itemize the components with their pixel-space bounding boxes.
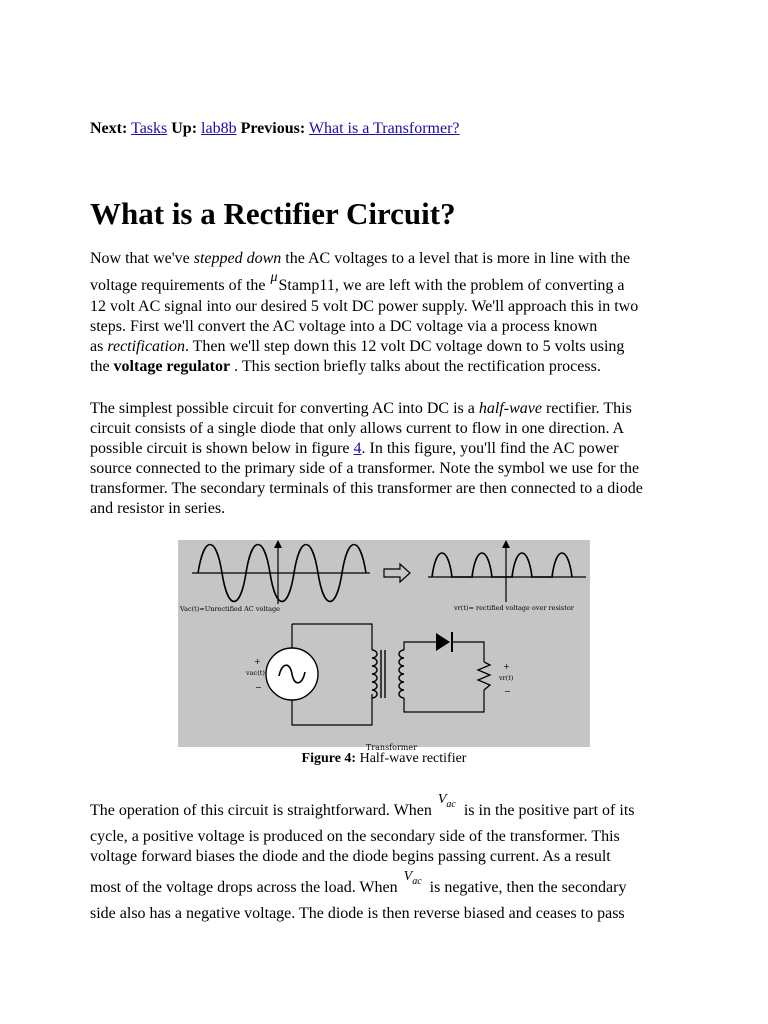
paragraph-half-wave: [90, 399, 690, 519]
text-line: The simplest possible circuit for converting AC into DC is a half-wave rectifier. This: [90, 400, 632, 417]
figure-4-link[interactable]: 4: [353, 440, 362, 457]
vac-symbol: $V_{ac}$: [403, 868, 422, 887]
secondary-circuit: [404, 632, 514, 712]
vac-symbol: $V_{ac}$: [437, 792, 456, 810]
diode-icon: [436, 633, 450, 651]
caption-text: Half-wave rectifier: [356, 751, 467, 766]
text-line: side also has a negative voltage. The diode is then reverse biased and ceases to pass: [90, 904, 625, 922]
rectified-waveform-graph: [428, 540, 586, 612]
mu-symbol: μ: [270, 270, 278, 285]
voltage-regulator-term: voltage regulator: [113, 358, 231, 375]
text-line: Now that we've stepped down the AC voltages to a level that is more in line with the: [90, 250, 631, 267]
previous-label: Previous:: [240, 120, 306, 137]
paragraph-operation: [90, 792, 690, 924]
source-minus: −: [255, 683, 262, 692]
load-label: vr(t): [499, 674, 514, 682]
text-line: source connected to the primary side of a transformer. Note the symbol we use for the: [90, 460, 640, 477]
up-label: Up:: [171, 120, 198, 137]
next-link[interactable]: Tasks: [131, 120, 168, 137]
ac-waveform-graph: [179, 540, 370, 613]
rectified-wave-label: vr(t)= rectified voltage over resistor: [454, 604, 574, 612]
text-line: as rectification. Then we'll step down this 12 volt DC voltage down to 5 volts using: [90, 338, 625, 355]
rectifier-figure: [178, 540, 590, 752]
ac-wave-label: Vac(t)=Unrectified AC voltage: [180, 605, 280, 613]
text-line: circuit consists of a single diode that only allows current to flow in one direction. A: [90, 420, 625, 437]
load-plus: +: [503, 662, 510, 671]
up-link[interactable]: lab8b: [201, 120, 237, 137]
text-line: 12 volt AC signal into our desired 5 volt DC power supply. We'll approach this in two: [90, 298, 639, 315]
primary-circuit: [245, 624, 372, 725]
load-minus: −: [504, 687, 511, 696]
transformer-label: Transformer: [366, 743, 417, 752]
rectifier-diagram: [178, 540, 590, 752]
text-line: possible circuit is shown below in figure 4. In this figure, you'll find the AC power: [90, 440, 619, 457]
text-line: most of the voltage drops across the load. WhenV$_{ac}$ is negative, then the secondary: [90, 868, 627, 896]
text-line: The operation of this circuit is straightforward. WhenV$_{ac}$ is in the positive part of its: [90, 792, 635, 819]
rectified-axis-arrow: [502, 540, 510, 548]
transformer-icon: [366, 650, 417, 752]
source-label: vac(t): [246, 669, 265, 677]
text-line: cycle, a positive voltage is produced on the secondary side of the transformer. This: [90, 827, 620, 845]
text-line: steps. First we'll convert the AC voltage into a DC voltage via a process known: [90, 318, 598, 335]
transform-arrow-icon: [384, 564, 410, 582]
previous-link[interactable]: What is a Transformer?: [308, 120, 460, 137]
caption-label: Figure 4:: [301, 751, 357, 766]
page-title: What is a Rectifier Circuit?: [90, 196, 456, 231]
text-line: voltage requirements of the μStamp11, we are left with the problem of converting a: [90, 270, 625, 294]
rectified-wave: [432, 553, 572, 577]
paragraph-intro: [90, 249, 690, 377]
text-line: voltage forward biases the diode and the diode begins passing current. As a result: [90, 847, 611, 865]
text-line: transformer. The secondary terminals of this transformer are then connected to a diode: [90, 480, 643, 497]
text-line: and resistor in series.: [90, 500, 226, 517]
navigation-bar: [90, 118, 460, 140]
text-line: the voltage regulator . This section briefly talks about the rectification process.: [90, 358, 601, 375]
ac-axis-arrow: [274, 540, 282, 548]
next-label: Next:: [90, 120, 128, 137]
source-plus: +: [254, 657, 261, 666]
resistor-icon: [478, 662, 490, 690]
figure-caption: [0, 750, 768, 768]
